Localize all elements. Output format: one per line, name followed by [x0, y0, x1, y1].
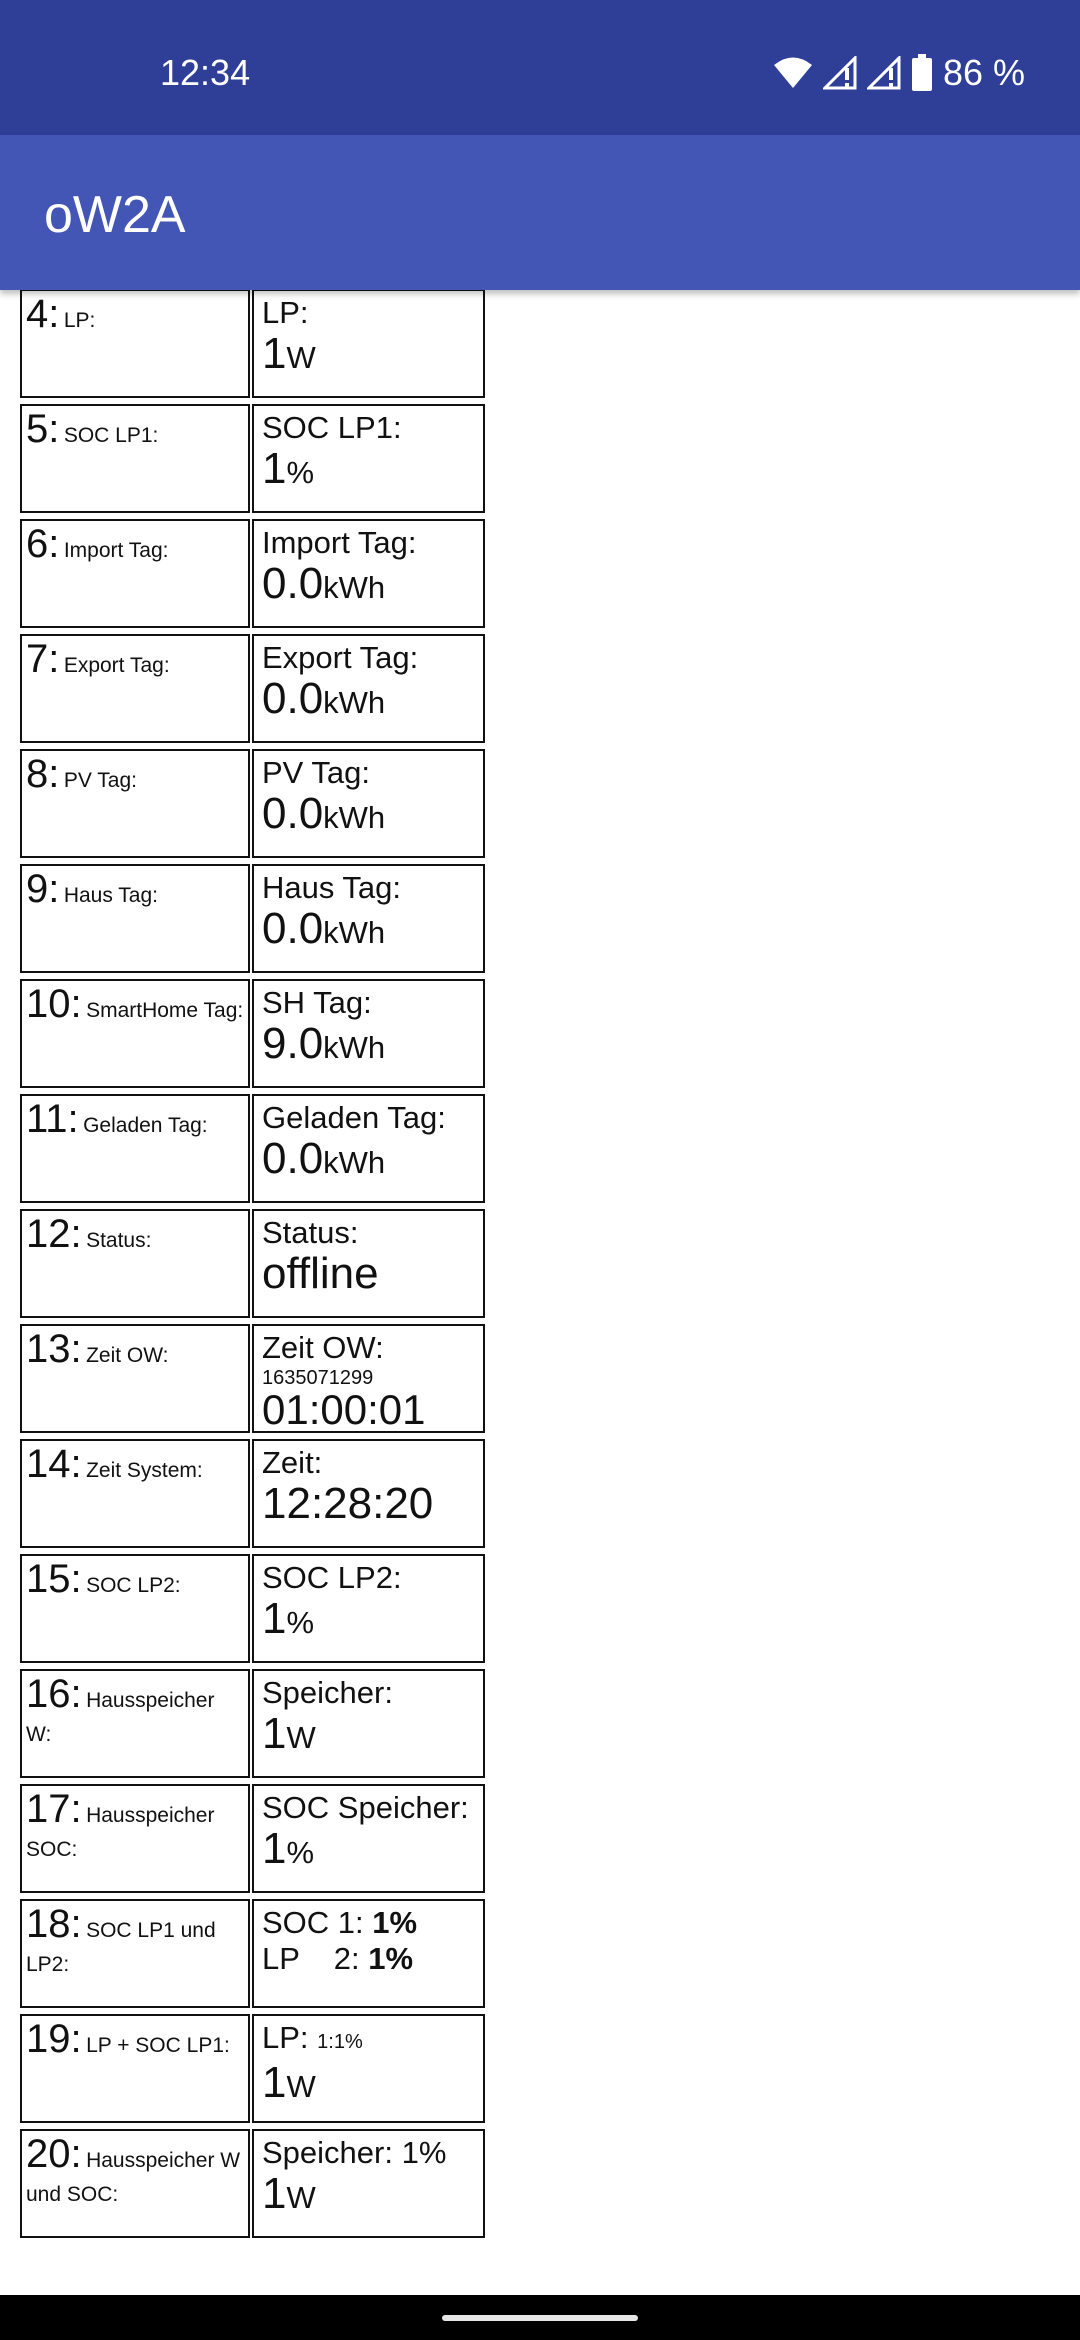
row-desc-cell[interactable] — [20, 749, 250, 858]
row-number: 19: — [26, 2017, 82, 2061]
row-value-cell[interactable] — [252, 1784, 485, 1893]
value-number: 1 — [262, 1709, 287, 1758]
row-desc-cell[interactable] — [20, 634, 250, 743]
grid-row — [20, 979, 485, 1088]
row-desc-cell[interactable] — [20, 1324, 250, 1433]
value-label: Import Tag: — [262, 525, 417, 560]
row-desc-cell[interactable] — [20, 1899, 250, 2008]
row-number: 4: — [26, 292, 60, 336]
value-unit: kWh — [323, 1030, 386, 1065]
row-description: Haus Tag: — [63, 884, 158, 907]
row-desc-cell[interactable] — [20, 1439, 250, 1548]
battery-percent: 86 % — [942, 52, 1025, 93]
value-unit: kWh — [323, 800, 386, 835]
row-description: Status: — [86, 1229, 152, 1252]
row-number: 9: — [26, 867, 60, 911]
row-desc-cell[interactable] — [20, 290, 250, 398]
row-value-cell[interactable] — [252, 2014, 485, 2123]
row-desc-cell[interactable] — [20, 1669, 250, 1778]
value-number: 1 — [262, 2058, 287, 2107]
value-unit: W — [286, 2069, 316, 2104]
value-label: SOC LP2: — [262, 1560, 402, 1595]
status-time: 12:34 — [160, 52, 251, 93]
grid-row — [20, 1784, 485, 1893]
row-description: Geladen Tag: — [83, 1114, 208, 1137]
row-number: 13: — [26, 1327, 82, 1371]
grid-row — [20, 749, 485, 858]
row-number: 15: — [26, 1557, 82, 1601]
grid-row — [20, 1324, 485, 1433]
value-status: offline — [262, 1249, 379, 1298]
row-description: Zeit System: — [86, 1459, 203, 1482]
row-desc-cell[interactable] — [20, 1209, 250, 1318]
row-number: 6: — [26, 522, 60, 566]
row-number: 20: — [26, 2132, 82, 2176]
status-icons — [773, 52, 1025, 94]
grid-row — [20, 1094, 485, 1203]
row-value-cell[interactable] — [252, 1899, 485, 2008]
row-number: 16: — [26, 1672, 82, 1716]
value-number: 1 — [262, 444, 287, 493]
value-label: Geladen Tag: — [262, 1100, 446, 1135]
row-value-cell[interactable] — [252, 634, 485, 743]
row-desc-cell[interactable] — [20, 519, 250, 628]
row-desc-cell[interactable] — [20, 864, 250, 973]
row-desc-cell[interactable] — [20, 1784, 250, 1893]
row-value-cell[interactable] — [252, 290, 485, 398]
grid-row — [20, 519, 485, 628]
value-number: 0.0 — [262, 904, 324, 953]
home-gesture-handle[interactable] — [442, 2315, 638, 2321]
row-description: Hausspeicher SOC: — [26, 1804, 215, 1861]
row-number: 8: — [26, 752, 60, 796]
row-value-cell[interactable] — [252, 749, 485, 858]
value-label: LP: — [262, 2020, 309, 2055]
row-number: 5: — [26, 407, 60, 451]
value-label: PV Tag: — [262, 755, 371, 790]
value-number: 1 — [262, 1824, 287, 1873]
scroll-content[interactable] — [0, 290, 1080, 2295]
grid-row — [20, 404, 485, 513]
soc-lp1-label: SOC 1: — [262, 1905, 373, 1940]
value-label: SOC LP1: — [262, 410, 402, 445]
value-unit: W — [286, 1720, 316, 1755]
row-description: LP: — [63, 309, 96, 332]
row-number: 14: — [26, 1442, 82, 1486]
row-desc-cell[interactable] — [20, 979, 250, 1088]
value-label: Speicher: 1% — [262, 2135, 447, 2170]
row-desc-cell[interactable] — [20, 1554, 250, 1663]
row-number: 17: — [26, 1787, 82, 1831]
app-title: oW2A — [44, 186, 186, 244]
value-timestamp: 1635071299 — [262, 1367, 374, 1389]
row-value-cell[interactable] — [252, 1669, 485, 1778]
value-unit: kWh — [323, 1145, 386, 1180]
grid-row — [20, 1669, 485, 1778]
value-label: Speicher: — [262, 1675, 393, 1710]
row-desc-cell[interactable] — [20, 1094, 250, 1203]
row-value-cell[interactable] — [252, 1439, 485, 1548]
value-number: 0.0 — [262, 789, 324, 838]
row-description: Import Tag: — [63, 539, 169, 562]
row-number: 7: — [26, 637, 60, 681]
system-nav-bar — [0, 2295, 1080, 2340]
row-description: LP + SOC LP1: — [86, 2034, 230, 2057]
row-description: Export Tag: — [63, 654, 170, 677]
value-label: Zeit OW: — [262, 1330, 384, 1365]
row-description: PV Tag: — [63, 769, 137, 792]
row-value-cell[interactable] — [252, 1324, 485, 1433]
value-number: 1 — [262, 1594, 287, 1643]
value-unit: kWh — [323, 685, 386, 720]
wifi-icon — [773, 56, 813, 90]
soc-lp2-label: LP 2: — [262, 1941, 369, 1976]
value-number: 1 — [262, 329, 287, 378]
value-label: Status: — [262, 1215, 359, 1250]
row-description: SOC LP1 und LP2: — [26, 1919, 216, 1976]
battery-icon — [911, 54, 933, 92]
grid-row — [20, 2129, 485, 2238]
value-unit: kWh — [323, 570, 386, 605]
row-value-cell[interactable] — [252, 979, 485, 1088]
row-desc-cell[interactable] — [20, 2129, 250, 2238]
value-number: 0.0 — [262, 559, 324, 608]
row-value-cell[interactable] — [252, 404, 485, 513]
row-desc-cell[interactable] — [20, 404, 250, 513]
row-value-cell[interactable] — [252, 864, 485, 973]
row-description: SmartHome Tag: — [86, 999, 244, 1022]
row-value-cell[interactable] — [252, 1554, 485, 1663]
row-number: 12: — [26, 1212, 82, 1256]
value-unit: % — [286, 1605, 315, 1640]
grid-row — [20, 1439, 485, 1548]
cell-signal-1-icon — [823, 56, 857, 90]
value-label: SH Tag: — [262, 985, 372, 1020]
row-desc-cell[interactable] — [20, 2014, 250, 2123]
value-label: SOC Speicher: — [262, 1790, 469, 1825]
value-label: LP: — [262, 295, 309, 330]
value-unit: W — [286, 340, 316, 375]
soc-lp1-value: 1% — [372, 1905, 418, 1940]
grid-row — [20, 864, 485, 973]
row-number: 11: — [26, 1097, 79, 1141]
row-value-cell[interactable] — [252, 519, 485, 628]
soc-lp2-value: 1% — [368, 1941, 414, 1976]
grid-row — [20, 1899, 485, 2008]
row-value-cell[interactable] — [252, 1094, 485, 1203]
grid-row — [20, 634, 485, 743]
value-number: 1 — [262, 2169, 287, 2218]
data-grid — [20, 290, 485, 2244]
value-label: Export Tag: — [262, 640, 419, 675]
row-value-cell[interactable] — [252, 1209, 485, 1318]
system-status-bar — [0, 0, 1080, 135]
row-value-cell[interactable] — [252, 2129, 485, 2238]
row-description: Hausspeicher W und SOC: — [26, 2149, 241, 2206]
value-number: 0.0 — [262, 674, 324, 723]
value-label: Zeit: — [262, 1445, 323, 1480]
value-unit: % — [286, 1835, 315, 1870]
value-unit: % — [286, 455, 315, 490]
grid-row — [20, 290, 485, 398]
value-number: 9.0 — [262, 1019, 324, 1068]
value-time: 01:00:01 — [262, 1386, 426, 1433]
grid-row — [20, 1209, 485, 1318]
row-number: 18: — [26, 1902, 82, 1946]
row-description: Zeit OW: — [86, 1344, 169, 1367]
row-description: SOC LP2: — [86, 1574, 181, 1597]
value-sublabel: 1:1% — [317, 2031, 363, 2053]
grid-row — [20, 2014, 485, 2123]
app-bar — [0, 135, 1080, 290]
row-number: 10: — [26, 982, 82, 1026]
row-description: Hausspeicher W: — [26, 1689, 215, 1746]
value-label: Haus Tag: — [262, 870, 402, 905]
value-number: 0.0 — [262, 1134, 324, 1183]
value-time: 12:28:20 — [262, 1479, 434, 1528]
value-unit: W — [286, 2180, 316, 2215]
cell-signal-2-icon — [867, 56, 901, 90]
value-unit: kWh — [323, 915, 386, 950]
grid-row — [20, 1554, 485, 1663]
row-description: SOC LP1: — [63, 424, 159, 447]
